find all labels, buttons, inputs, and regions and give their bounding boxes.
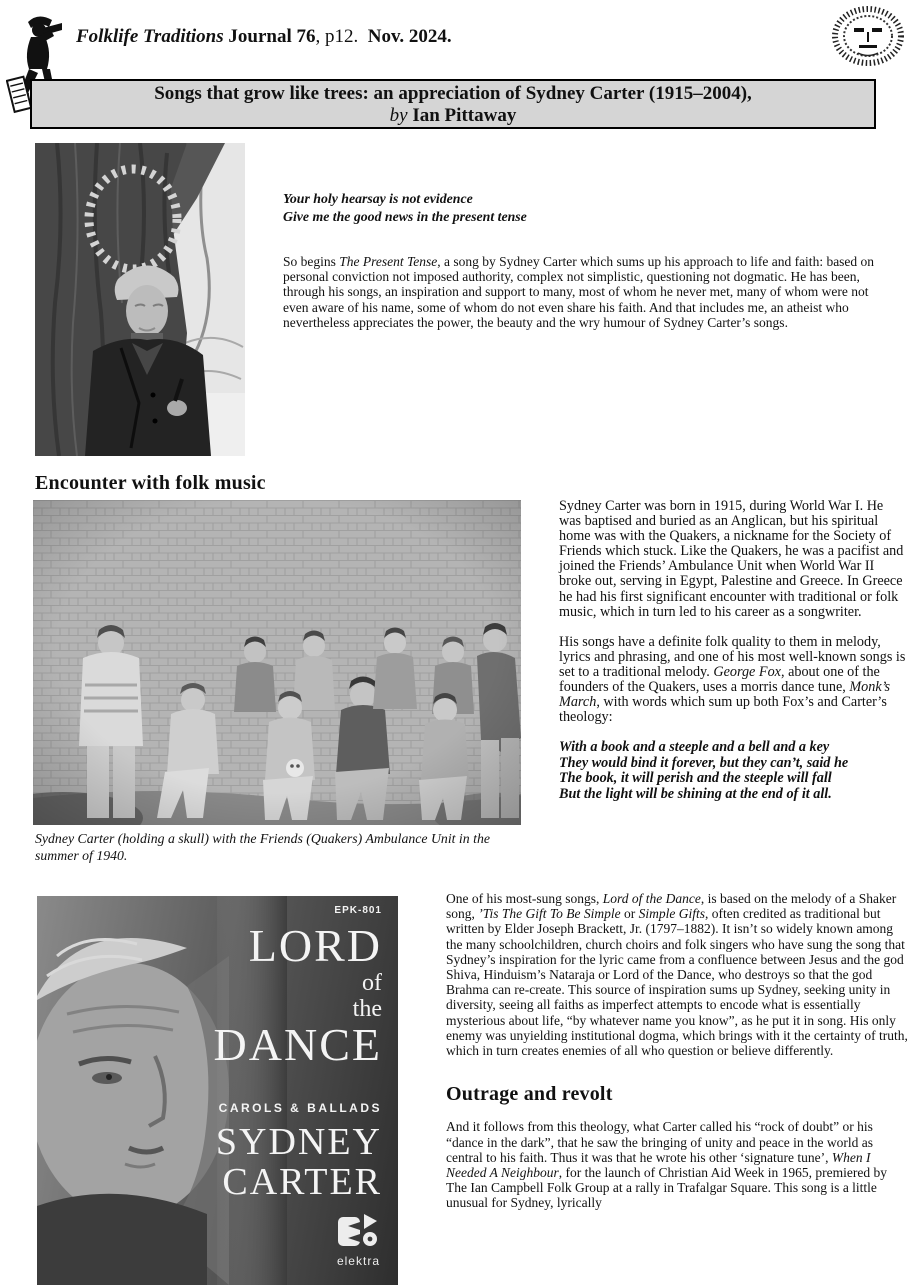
lord-of-the-dance-paragraph: One of his most-sung songs, Lord of the Dance, is based on the melody of a Shaker song, ’Tis The Gift To Be Simple or Simple Gifts, often credited as traditional but written by Elder Joseph Brackett, Jr. (1797–1882). It isn’t so widely known among the many schoolchildren, church choirs and folk singers who have sung the song that Sydney’s inspiration for the lyric came from a confluence between Jesus and the god Shiva, Hinduism’s Nataraja or Lord of the Dance, who destroys so that the god Brahma can re-create. This source of inspiration sums up Sydney, seeking unity in diversity, seeing all faiths as imperfect attempts to encode what is essentially mysterious about life, “by whatever name you know”, as he put it in song. His only enemy was unyielding institutional dogma, which brings with it the certainty of truth, which in turn creates enemies of all who question or believe differently. (446, 891, 908, 1059)
album-artist-line: SYDNEY (215, 1121, 382, 1163)
journal-date: Nov. 2024. (367, 26, 452, 47)
section-heading-encounter: Encounter with folk music (35, 472, 266, 494)
encounter-text-column (559, 499, 908, 802)
album-cover-photo (37, 896, 398, 1285)
group-photo (33, 500, 521, 825)
journal-title: Folklife Traditions (76, 26, 224, 47)
epigraph (283, 190, 883, 226)
encounter-paragraph-1: Sydney Carter was born in 1915, during World War I. He was baptised and buried as an Anglican, but his spiritual home was with the Quakers, a nickname for the Society of Friends which stuck. Like the Quakers, he was a pacifist and joined the Friends’ Ambulance Unit when World War II broke out, serving in Egypt, Palestine and Greece. In Greece he had his first significant encounter with traditional or folk music, which in turn led to his career as a songwriter. (559, 498, 904, 620)
album-title-line: of (362, 970, 382, 996)
encounter-paragraph-2: His songs have a definite folk quality to them in melody, lyrics and phrasing, and one of his most well-known songs is set to a traditional melody. George Fox, about one of the founders of the Quakers, uses a morris dance tune, Monk’s March, with words which sum up both Fox’s and Carter’s theology: (559, 633, 906, 726)
verse-line: But the light will be shining at the end of it all. (559, 785, 832, 802)
portrait-photo (35, 143, 245, 456)
group-photo-caption: Sydney Carter (holding a skull) with the Friends (Quakers) Ambulance Unit in the summer of 1940. (35, 831, 490, 863)
journal-issue: Journal 76 (228, 26, 316, 47)
epigraph-line: Give me the good news in the present tense (283, 209, 527, 224)
album-title-line: the (352, 996, 382, 1022)
album-label-name: elektra (336, 1254, 380, 1268)
intro-paragraph: So begins The Present Tense, a song by Sydney Carter which sums up his approach to life and faith: based on personal conviction not imposed authority, complex not simplistic, questioning not dogmatic. He has been, through his songs, an inspiration and support to many, most of whom he never met, many of whom were not even aware of his name, some of whom do not even share his faith. And that includes me, an atheist who nevertheless appreciates the power, the beauty and the wry humour of Sydney Carter’s songs. (283, 254, 875, 330)
section-heading-outrage: Outrage and revolt (446, 1083, 613, 1106)
article-byline (32, 105, 874, 127)
album-catalog-number: EPK-801 (334, 905, 382, 916)
album-title-line: LORD (248, 920, 382, 971)
intro-section (283, 190, 883, 345)
journal-page-ref: , p12. (315, 26, 359, 47)
epigraph-line: Your holy hearsay is not evidence (283, 191, 473, 206)
elektra-logo-icon (338, 1214, 378, 1248)
album-label (337, 1214, 380, 1268)
album-subtitle: CAROLS & BALLADS (218, 1101, 382, 1115)
bottom-text-column (446, 891, 908, 1226)
engraved-face-medallion-icon (832, 6, 904, 66)
album-title-line: DANCE (213, 1019, 382, 1070)
article-title-box (30, 79, 876, 129)
verse-line: With a book and a steeple and a bell and a key (559, 739, 830, 756)
album-artist-line: CARTER (222, 1161, 382, 1203)
article-title: Songs that grow like trees: an appreciation of Sydney Carter (1915–2004), (154, 83, 752, 104)
byline-author: Ian Pittaway (412, 105, 517, 126)
verse-line: They would bind it forever, but they can’t, said he (559, 754, 849, 771)
masthead (76, 26, 452, 48)
byline-by: by (389, 105, 408, 126)
verse-line: The book, it will perish and the steeple will fall (559, 770, 832, 787)
song-verse (559, 740, 908, 802)
outrage-paragraph: And it follows from this theology, what Carter called his “rock of doubt” or his “dance in the dark”, that he saw the bringing of unity and peace in the world as central to his faith. Thus it was that he wrote his other ‘signature tune’, When I Needed A Neighbour, for the launch of Christian Aid Week in 1965, premiered by The Ian Campbell Folk Group at a rally in Trafalgar Square. This song is a little unusual for Sydney, lyrically (446, 1119, 887, 1211)
